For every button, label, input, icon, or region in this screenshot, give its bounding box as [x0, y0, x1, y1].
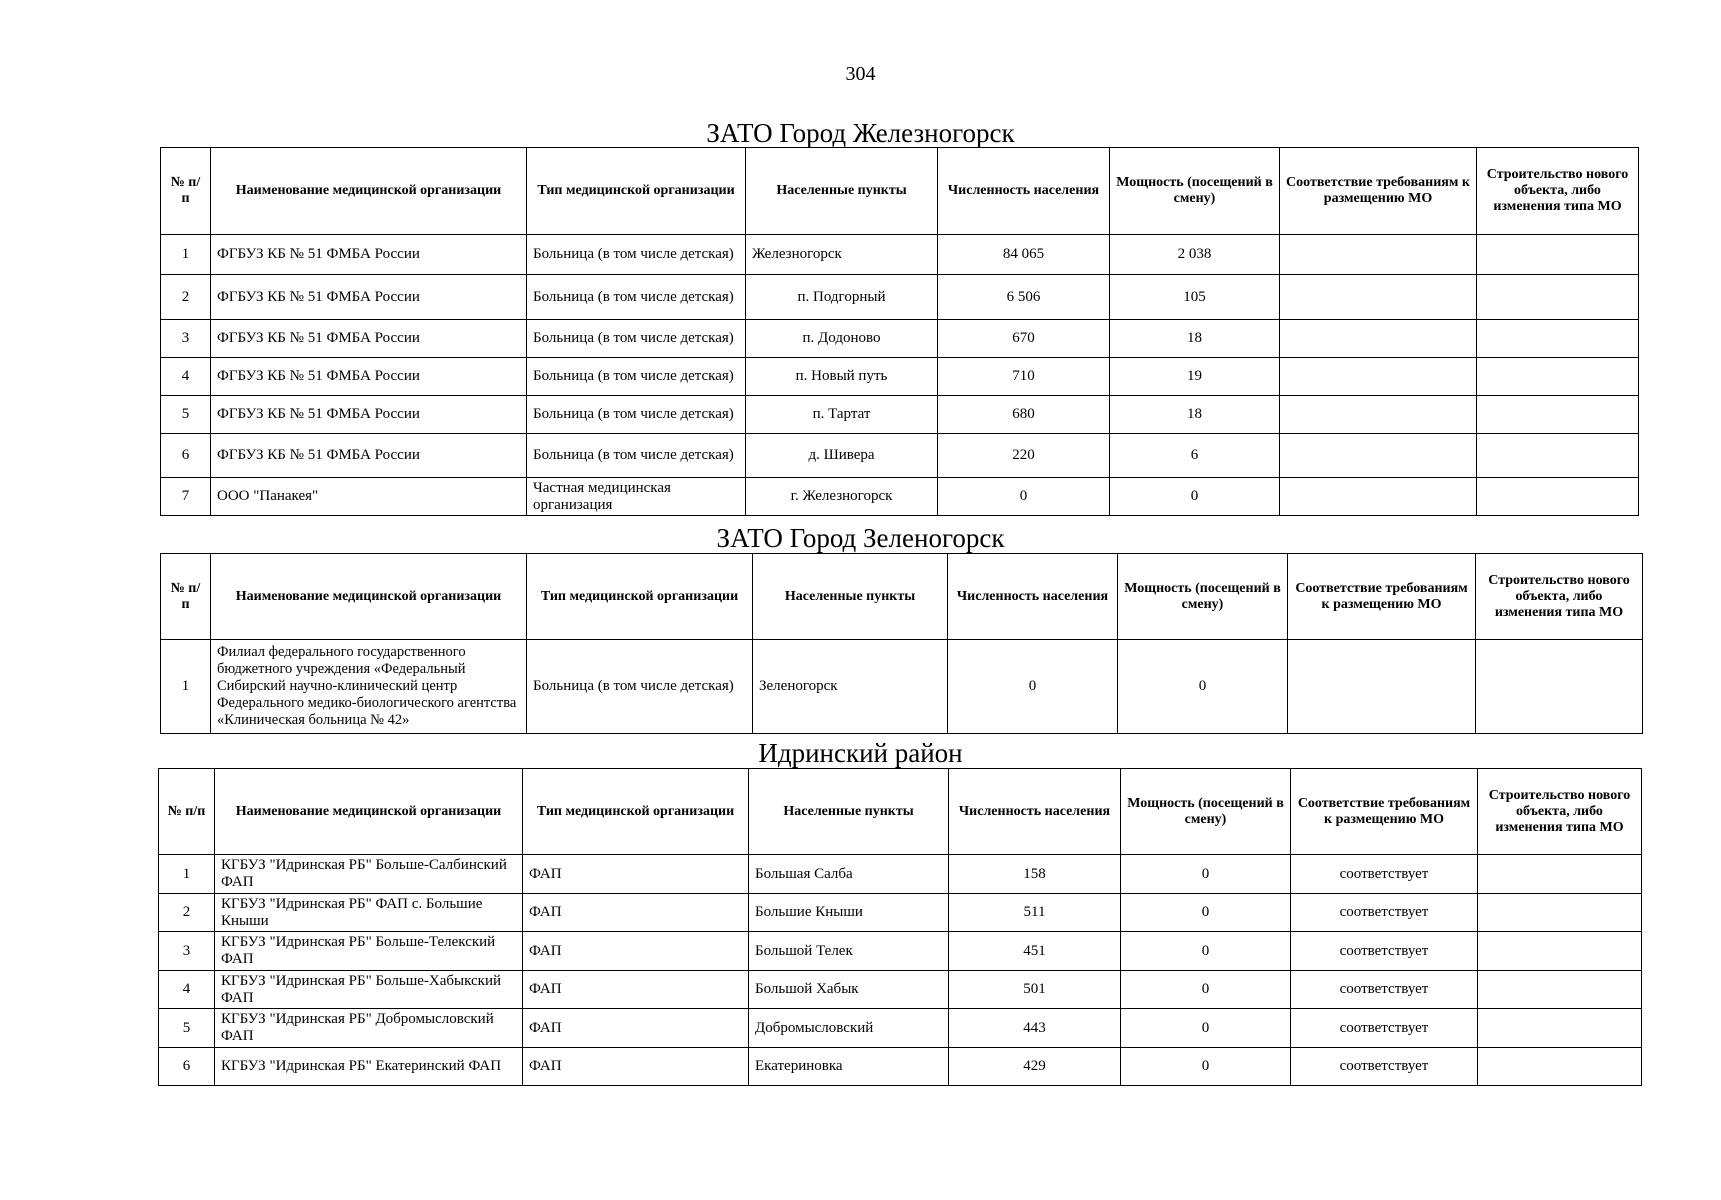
cell-population: 451	[949, 932, 1121, 971]
cell-construction	[1477, 478, 1639, 516]
cell-name: КГБУЗ "Идринская РБ" Больше-Хабыкский ФАП	[215, 971, 523, 1009]
header-settlements: Населенные пункты	[749, 769, 949, 855]
cell-compliance	[1280, 396, 1477, 434]
header-name: Наименование медицинской организации	[215, 769, 523, 855]
cell-settlement: Железногорск	[746, 235, 938, 275]
header-settlements: Населенные пункты	[746, 148, 938, 235]
cell-construction	[1477, 320, 1639, 358]
table-row	[161, 358, 1639, 396]
cell-compliance: соответствует	[1291, 1048, 1478, 1086]
cell-num: 6	[159, 1048, 215, 1086]
cell-construction	[1476, 640, 1643, 734]
header-population: Численность населения	[938, 148, 1110, 235]
table-row	[159, 894, 1642, 932]
cell-population: 710	[938, 358, 1110, 396]
cell-population: 443	[949, 1009, 1121, 1048]
cell-capacity: 6	[1110, 434, 1280, 478]
header-type: Тип медицинской организации	[523, 769, 749, 855]
cell-capacity: 0	[1110, 478, 1280, 516]
cell-capacity: 0	[1121, 894, 1291, 932]
cell-settlement: Большой Телек	[749, 932, 949, 971]
cell-construction	[1478, 894, 1642, 932]
table-idrinsky	[158, 768, 1642, 1086]
cell-name: КГБУЗ "Идринская РБ" Екатеринский ФАП	[215, 1048, 523, 1086]
cell-compliance	[1280, 320, 1477, 358]
cell-compliance	[1288, 640, 1476, 734]
header-compliance: Соответствие требованиям к размещению МО	[1291, 769, 1478, 855]
cell-num: 2	[161, 275, 211, 320]
header-type: Тип медицинской организации	[527, 554, 753, 640]
table-row	[159, 1009, 1642, 1048]
cell-settlement: г. Железногорск	[746, 478, 938, 516]
cell-population: 501	[949, 971, 1121, 1009]
table-row	[161, 320, 1639, 358]
cell-num: 3	[161, 320, 211, 358]
cell-capacity: 0	[1121, 932, 1291, 971]
header-construction: Строительство нового объекта, либо изменения типа МО	[1476, 554, 1643, 640]
cell-settlement: п. Додоново	[746, 320, 938, 358]
cell-construction	[1477, 358, 1639, 396]
cell-compliance: соответствует	[1291, 932, 1478, 971]
cell-construction	[1477, 275, 1639, 320]
cell-population: 670	[938, 320, 1110, 358]
header-capacity: Мощность (посещений в смену)	[1121, 769, 1291, 855]
cell-construction	[1478, 1009, 1642, 1048]
cell-type: Больница (в том числе детская)	[527, 275, 746, 320]
cell-name: КГБУЗ "Идринская РБ" Больше-Телекский ФАП	[215, 932, 523, 971]
table-row	[161, 396, 1639, 434]
cell-settlement: п. Тартат	[746, 396, 938, 434]
cell-construction	[1477, 235, 1639, 275]
cell-compliance	[1280, 235, 1477, 275]
cell-type: ФАП	[523, 1048, 749, 1086]
header-num: № п/п	[159, 769, 215, 855]
cell-num: 3	[159, 932, 215, 971]
cell-construction	[1478, 971, 1642, 1009]
cell-construction	[1477, 434, 1639, 478]
cell-name: ФГБУЗ КБ № 51 ФМБА России	[211, 434, 527, 478]
cell-compliance	[1280, 478, 1477, 516]
cell-name: ООО "Панакея"	[211, 478, 527, 516]
cell-population: 0	[938, 478, 1110, 516]
table-row	[161, 434, 1639, 478]
cell-population: 158	[949, 855, 1121, 894]
cell-type: Больница (в том числе детская)	[527, 358, 746, 396]
page-number: 304	[845, 63, 876, 85]
table-row	[159, 971, 1642, 1009]
cell-name: ФГБУЗ КБ № 51 ФМБА России	[211, 358, 527, 396]
cell-type: ФАП	[523, 932, 749, 971]
cell-type: Больница (в том числе детская)	[527, 235, 746, 275]
header-row	[161, 148, 1639, 235]
table-row	[159, 932, 1642, 971]
header-compliance: Соответствие требованиям к размещению МО	[1280, 148, 1477, 235]
cell-num: 5	[159, 1009, 215, 1048]
header-compliance: Соответствие требованиям к размещению МО	[1288, 554, 1476, 640]
cell-settlement: Большие Кныши	[749, 894, 949, 932]
header-num: № п/п	[161, 148, 211, 235]
cell-settlement: Добромысловский	[749, 1009, 949, 1048]
cell-num: 7	[161, 478, 211, 516]
cell-population: 6 506	[938, 275, 1110, 320]
cell-type: Больница (в том числе детская)	[527, 320, 746, 358]
cell-settlement: п. Новый путь	[746, 358, 938, 396]
cell-population: 429	[949, 1048, 1121, 1086]
header-settlements: Населенные пункты	[753, 554, 948, 640]
cell-compliance: соответствует	[1291, 855, 1478, 894]
cell-capacity: 18	[1110, 396, 1280, 434]
header-row	[161, 554, 1643, 640]
cell-capacity: 0	[1121, 971, 1291, 1009]
cell-compliance	[1280, 358, 1477, 396]
cell-capacity: 18	[1110, 320, 1280, 358]
cell-type: Частная медицинская организация	[527, 478, 746, 516]
cell-num: 4	[159, 971, 215, 1009]
table-zelenogorsk	[160, 553, 1643, 734]
cell-num: 1	[161, 235, 211, 275]
cell-type: Больница (в том числе детская)	[527, 434, 746, 478]
cell-construction	[1477, 396, 1639, 434]
header-construction: Строительство нового объекта, либо изменения типа МО	[1478, 769, 1642, 855]
cell-name: КГБУЗ "Идринская РБ" ФАП с. Большие Кныши	[215, 894, 523, 932]
cell-num: 2	[159, 894, 215, 932]
cell-num: 1	[161, 640, 211, 734]
cell-population: 511	[949, 894, 1121, 932]
cell-num: 1	[159, 855, 215, 894]
cell-settlement: д. Шивера	[746, 434, 938, 478]
header-construction: Строительство нового объекта, либо изменения типа МО	[1477, 148, 1639, 235]
cell-num: 5	[161, 396, 211, 434]
cell-population: 84 065	[938, 235, 1110, 275]
cell-compliance	[1280, 275, 1477, 320]
header-capacity: Мощность (посещений в смену)	[1118, 554, 1288, 640]
header-type: Тип медицинской организации	[527, 148, 746, 235]
cell-name: Филиал федерального государственного бюджетного учреждения «Федеральный Сибирский научно-клинический центр Федерального медико-биологического агентства «Клиническая больница № 42»	[211, 640, 527, 734]
cell-capacity: 19	[1110, 358, 1280, 396]
cell-num: 4	[161, 358, 211, 396]
cell-construction	[1478, 855, 1642, 894]
section-title-zelenogorsk: ЗАТО Город Зеленогорск	[716, 523, 1005, 553]
cell-name: ФГБУЗ КБ № 51 ФМБА России	[211, 235, 527, 275]
section-title-idrinsky: Идринский район	[758, 738, 963, 768]
section-title-zheleznogorsk: ЗАТО Город Железногорск	[706, 118, 1015, 148]
cell-capacity: 0	[1118, 640, 1288, 734]
cell-construction	[1478, 932, 1642, 971]
cell-settlement: Большая Салба	[749, 855, 949, 894]
cell-compliance	[1280, 434, 1477, 478]
header-num: № п/п	[161, 554, 211, 640]
cell-name: ФГБУЗ КБ № 51 ФМБА России	[211, 275, 527, 320]
cell-type: ФАП	[523, 855, 749, 894]
table-row	[161, 275, 1639, 320]
cell-capacity: 105	[1110, 275, 1280, 320]
table-row	[161, 235, 1639, 275]
cell-compliance: соответствует	[1291, 971, 1478, 1009]
table-row	[161, 478, 1639, 516]
cell-settlement: п. Подгорный	[746, 275, 938, 320]
cell-capacity: 0	[1121, 855, 1291, 894]
cell-population: 680	[938, 396, 1110, 434]
table-row	[161, 640, 1643, 734]
header-population: Численность населения	[949, 769, 1121, 855]
header-population: Численность населения	[948, 554, 1118, 640]
cell-name: ФГБУЗ КБ № 51 ФМБА России	[211, 320, 527, 358]
cell-num: 6	[161, 434, 211, 478]
cell-compliance: соответствует	[1291, 894, 1478, 932]
cell-capacity: 2 038	[1110, 235, 1280, 275]
cell-settlement: Зеленогорск	[753, 640, 948, 734]
cell-name: КГБУЗ "Идринская РБ" Добромысловский ФАП	[215, 1009, 523, 1048]
table-zheleznogorsk	[160, 147, 1639, 516]
cell-name: КГБУЗ "Идринская РБ" Больше-Салбинский ФАП	[215, 855, 523, 894]
cell-type: Больница (в том числе детская)	[527, 396, 746, 434]
cell-type: ФАП	[523, 894, 749, 932]
cell-settlement: Большой Хабык	[749, 971, 949, 1009]
table-row	[159, 855, 1642, 894]
header-capacity: Мощность (посещений в смену)	[1110, 148, 1280, 235]
cell-construction	[1478, 1048, 1642, 1086]
header-name: Наименование медицинской организации	[211, 554, 527, 640]
cell-population: 220	[938, 434, 1110, 478]
header-name: Наименование медицинской организации	[211, 148, 527, 235]
cell-name: ФГБУЗ КБ № 51 ФМБА России	[211, 396, 527, 434]
table-row	[159, 1048, 1642, 1086]
cell-capacity: 0	[1121, 1048, 1291, 1086]
cell-compliance: соответствует	[1291, 1009, 1478, 1048]
cell-capacity: 0	[1121, 1009, 1291, 1048]
cell-type: ФАП	[523, 1009, 749, 1048]
cell-type: Больница (в том числе детская)	[527, 640, 753, 734]
cell-settlement: Екатериновка	[749, 1048, 949, 1086]
cell-type: ФАП	[523, 971, 749, 1009]
cell-population: 0	[948, 640, 1118, 734]
header-row	[159, 769, 1642, 855]
